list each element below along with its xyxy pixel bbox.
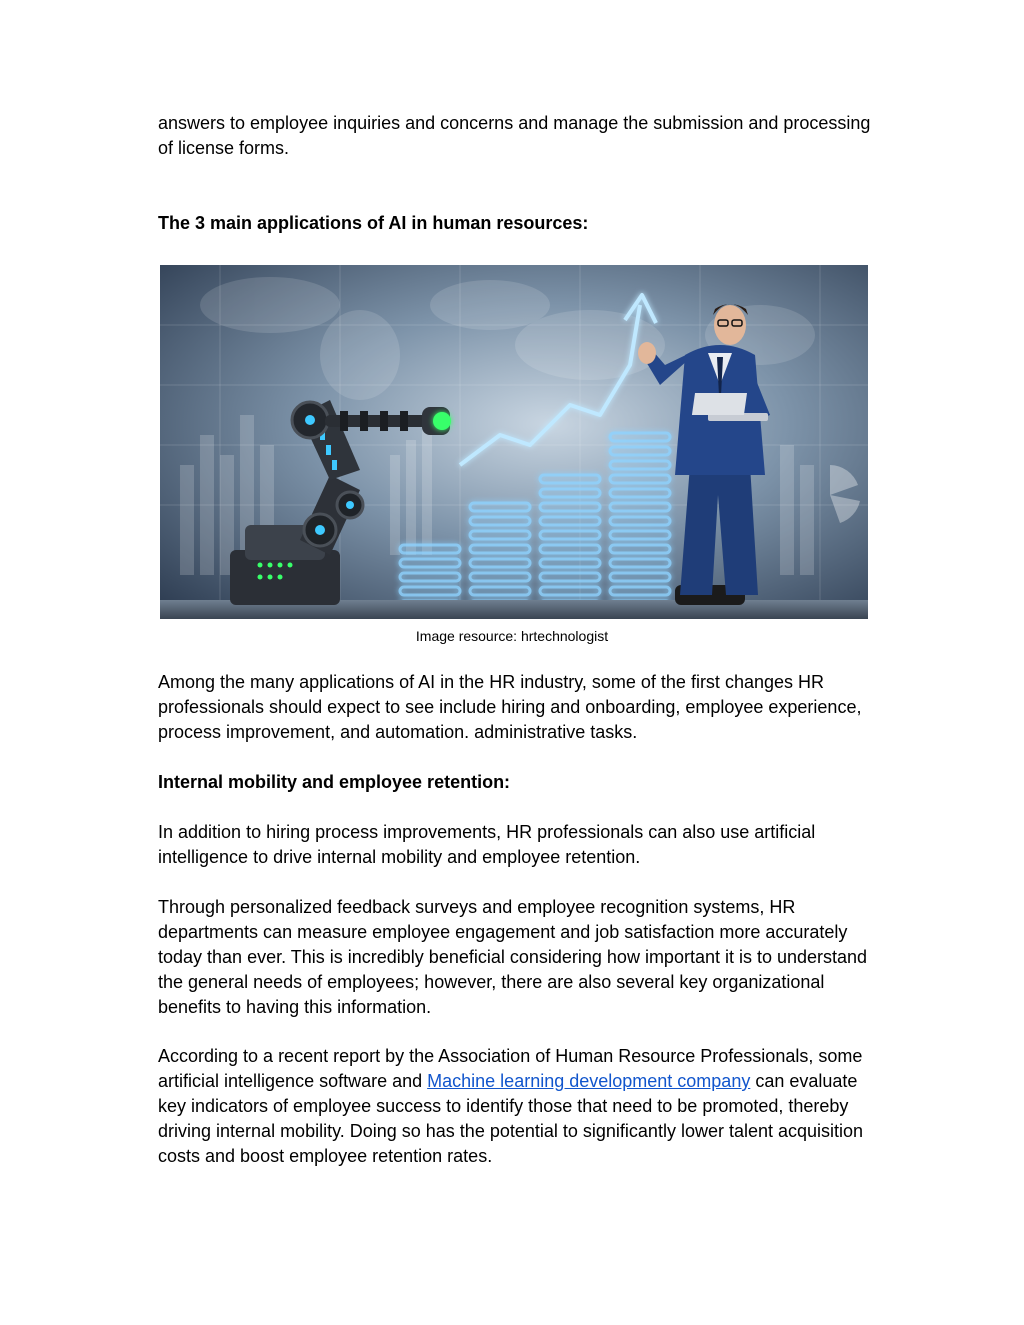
report-paragraph xyxy=(158,1044,878,1169)
among-applications-paragraph: Among the many applications of AI in the HR industry, some of the first changes HR professionals should expect to see include hiring and onboarding, employee experience, process improvement, and automation. administrative tasks. xyxy=(158,672,862,742)
hiring-improvements-paragraph: In addition to hiring process improvements, HR professionals can also use artificial intelligence to drive internal mobility and employee retention. xyxy=(158,822,816,867)
report-text-before-link: According to a recent report by the Association of Human Resource Professionals, some artificial intelligence software and xyxy=(158,1046,863,1091)
section-heading-mobility: Internal mobility and employee retention: xyxy=(158,772,511,792)
feedback-surveys-paragraph: Through personalized feedback surveys and employee recognition systems, HR departments can measure employee engagement and job satisfaction more accurately today than ever. This is incredibly beneficial considering how important it is to understand the general needs of employees; however, there are also several key organizational benefits to having this information. xyxy=(158,897,868,1017)
intro-continued-paragraph: answers to employee inquiries and concerns and manage the submission and processing of license forms. xyxy=(158,113,871,158)
image-caption: Image resource: hrtechnologist xyxy=(415,628,609,644)
machine-learning-company-link[interactable]: Machine learning development company xyxy=(427,1071,751,1091)
robot-and-businessman-image xyxy=(160,265,868,619)
section-heading-ai-applications: The 3 main applications of AI in human resources: xyxy=(158,213,589,233)
report-text-after-link: can evaluate key indicators of employee success to identify those that need to be promoted, thereby driving internal mobility. Doing so has the potential to significantly lower talent acquisition costs and boost employee retention rates. xyxy=(158,1071,864,1166)
